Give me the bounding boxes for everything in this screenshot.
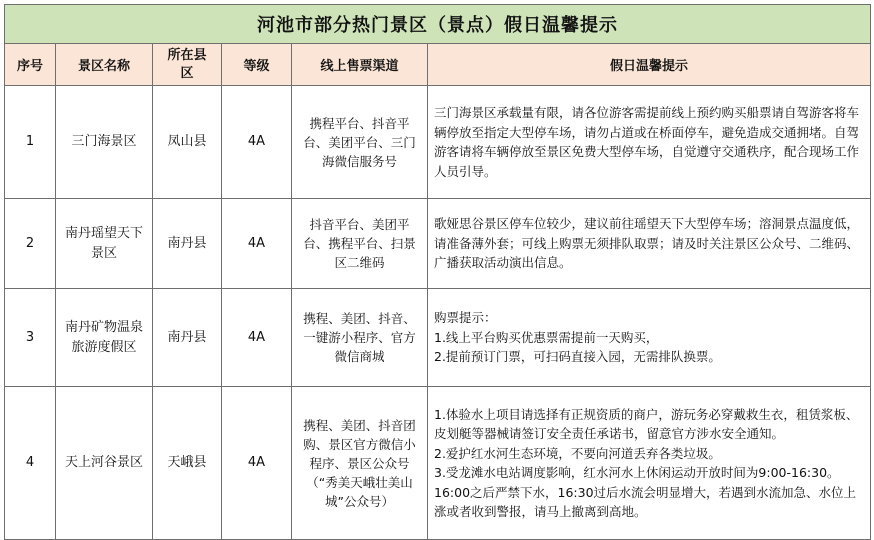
tip-line: 歌娅思谷景区停车位较少，建议前往瑶望天下大型停车场；溶洞景点温度低，请准备薄外套；可线上购票无须排队取票；请及时关注景区公众号、二维码、广播获取活动演出信息。 — [434, 216, 860, 271]
row-name: 三门海景区 — [56, 86, 153, 199]
table-row — [5, 289, 871, 387]
header-index: 序号 — [5, 44, 56, 86]
row-channels: 抖音平台、美团平台、携程平台、扫景区二维码 — [292, 199, 428, 289]
tip-line: 2.爱护红水河生态环境，不要向河道丢弃各类垃圾。 — [434, 445, 721, 461]
row-name: 南丹矿物温泉旅游度假区 — [56, 289, 153, 387]
header-channels: 线上售票渠道 — [292, 44, 428, 86]
row-level: 4A — [222, 387, 292, 540]
tip-line: 2.提前预订门票，可扫码直接入园，无需排队换票。 — [434, 349, 721, 365]
row-channels: 携程平台、抖音平台、美团平台、三门海微信服务号 — [292, 86, 428, 199]
row-index: 4 — [5, 387, 56, 540]
table-row — [5, 86, 871, 199]
row-county: 凤山县 — [153, 86, 222, 199]
header-name: 景区名称 — [56, 44, 153, 86]
row-tips — [428, 199, 871, 289]
tip-line: 购票提示： — [434, 310, 497, 326]
tip-line: 3.受龙滩水电站调度影响，红水河水上休闲运动开放时间为9:00-16:30。16:00之后严禁下水，16:30过后水流会明显增大，若遇到水流加急、水位上涨或者收到警报，请马上撤离到高地。 — [434, 465, 857, 519]
tip-line: 1.线上平台购买优惠票需提前一天购买， — [434, 329, 659, 345]
table-row — [5, 387, 871, 540]
row-level: 4A — [222, 86, 292, 199]
row-channels: 携程、美团、抖音、一键游小程序、官方微信商城 — [292, 289, 428, 387]
row-county: 南丹县 — [153, 289, 222, 387]
table-row — [5, 199, 871, 289]
row-county: 天峨县 — [153, 387, 222, 540]
header-row — [5, 44, 871, 86]
row-index: 2 — [5, 199, 56, 289]
row-tips — [428, 387, 871, 540]
tip-line: 1.体验水上项目请选择有正规资质的商户，游玩务必穿戴救生衣，租赁浆板、皮划艇等器械请签订安全责任承诺书，留意官方涉水安全通知。 — [434, 406, 859, 441]
row-index: 1 — [5, 86, 56, 199]
sheet-title: 河池市部分热门景区（景点）假日温馨提示 — [5, 5, 871, 44]
scenic-spots-table — [4, 4, 871, 540]
header-level: 等级 — [222, 44, 292, 86]
row-county: 南丹县 — [153, 199, 222, 289]
row-level: 4A — [222, 289, 292, 387]
row-name: 南丹瑶望天下景区 — [56, 199, 153, 289]
header-tips: 假日温馨提示 — [428, 44, 871, 86]
tip-line: 三门海景区承载量有限，请各位游客需提前线上预约购买船票请自驾游客将车辆停放至指定大型停车场，请勿占道或在桥面停车，避免造成交通拥堵。自驾游客请将车辆停放至景区免费大型停车场，自觉遵守交通秩序，配合现场工作人员引导。 — [434, 105, 860, 179]
row-name: 天上河谷景区 — [56, 387, 153, 540]
row-tips — [428, 289, 871, 387]
row-level: 4A — [222, 199, 292, 289]
header-county: 所在县区 — [153, 44, 222, 86]
row-tips — [428, 86, 871, 199]
notice-sheet — [4, 4, 870, 540]
row-index: 3 — [5, 289, 56, 387]
row-channels: 携程、美团、抖音团购、景区官方微信小程序、景区公众号（“秀美天峨壮美山城”公众号） — [292, 387, 428, 540]
